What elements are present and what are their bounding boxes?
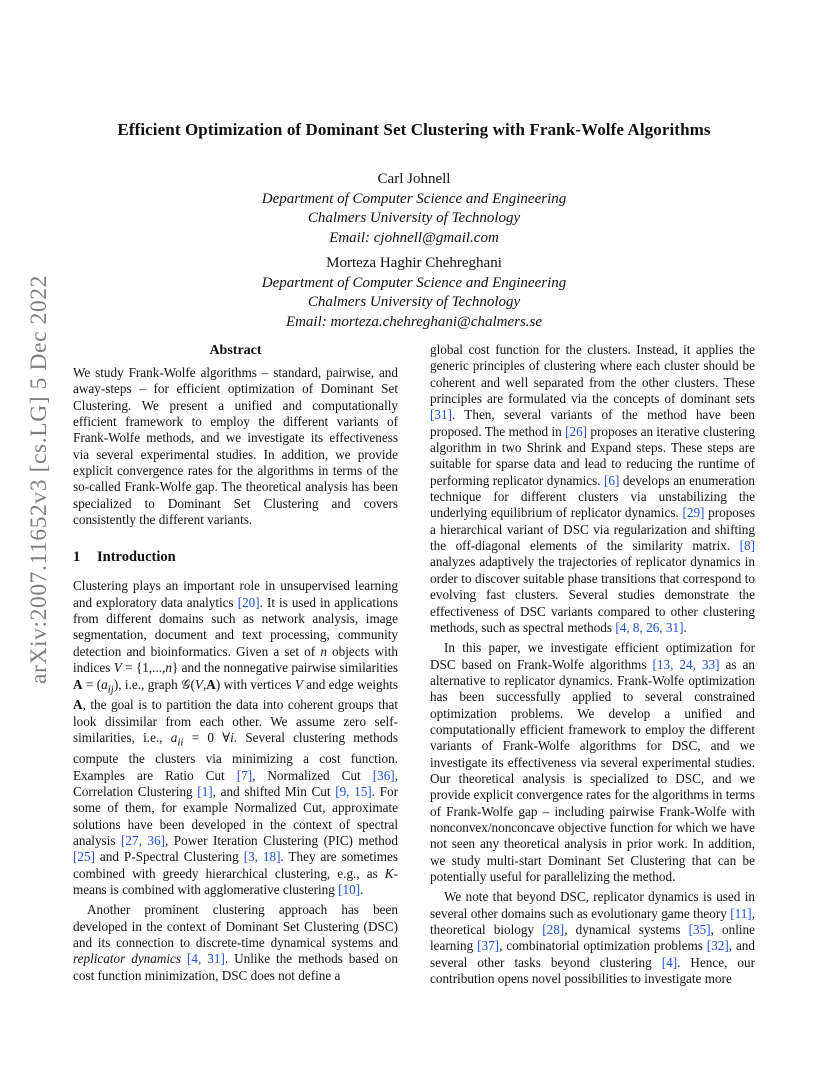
abstract-heading: Abstract: [209, 343, 262, 358]
author-1: [0, 170, 828, 248]
arxiv-identifier: arXiv:2007.11652v3 [cs.LG] 5 Dec 2022: [26, 275, 52, 684]
intro-paragraph-3: In this paper, we investigate efficient optimization for DSC based on Frank-Wolfe algorithms [13, 24, 33] as an alternative to replicator dynamics. Frank-Wolfe optimization has been successfully applied to several constrained optimization problems. We develop a unified and computationally efficient framework to employ the different variants of Frank-Wolfe algorithms for DSC, and we investigate its effectiveness via several experimental studies. Our theoretical analysis is specialized to DSC, and we provide explicit convergence rates for the algorithms in terms of Frank-Wolfe gap – including pairwise Frank-Wolfe with nonconvex/nonconcave objective function for which we have not seen any theoretical analysis in prior work. In addition, we study multi-start Dominant Set Clustering that can be potentially useful for parallelizing the method.: [430, 640, 755, 884]
author-list: [0, 170, 828, 332]
abstract-text: We study Frank-Wolfe algorithms – standard, pairwise, and away-steps – for efficient optimization of Dominant Set Clustering. We present a unified and computationally efficient framework to employ the different variants of Frank-Wolfe methods, and we investigate its effectiveness via several experimental studies. In addition, we provide explicit convergence rates for the algorithms in terms of the so-called Frank-Wolfe gap. The theoretical analysis has been specialized to Dominant Set Clustering and covers consistently the different variants.: [73, 365, 398, 528]
author-department: Department of Computer Science and Engineering: [261, 274, 567, 291]
author-university: Chalmers University of Technology: [307, 294, 521, 310]
author-department: Department of Computer Science and Engineering: [261, 190, 567, 207]
section-title: Introduction: [97, 549, 176, 566]
author-name: Morteza Haghir Chehreghani: [326, 255, 502, 271]
author-2: [0, 254, 828, 332]
author-email: Email: morteza.chehreghani@chalmers.se: [285, 313, 543, 330]
section-number: 1: [73, 549, 81, 566]
section-heading-introduction: [73, 548, 398, 566]
intro-paragraph-2: Another prominent clustering approach has been developed in the context of Dominant Set Clustering (DSC) and its connection to discrete-time dynamical systems and replicator dynamics [4, 31]. Unlike the methods based on cost function minimization, DSC does not define a: [73, 902, 398, 983]
paper-title: Efficient Optimization of Dominant Set Clustering with Frank-Wolfe Algorithms: [117, 120, 711, 139]
author-email: Email: cjohnell@gmail.com: [329, 229, 499, 246]
right-column: [430, 342, 755, 987]
intro-paragraph-4: We note that beyond DSC, replicator dynamics is used in several other domains such as evolutionary game theory [11], theoretical biology [28], dynamical systems [35], online learning [37], combinatorial optimization problems [32], and several other tasks beyond clustering [4]. Hence, our contribution opens novel possibilities to investigate more: [430, 889, 755, 987]
author-name: Carl Johnell: [377, 171, 451, 187]
left-column: [73, 342, 398, 984]
intro-paragraph-2-cont: global cost function for the clusters. Instead, it applies the generic principles of clustering where each cluster should be coherent and well separated from the other clusters. These principles are formulated via the concepts of dominant sets [31]. Then, several variants of the method have been proposed. The method in [26] proposes an iterative clustering algorithm in two Shrink and Expand steps. These steps are suitable for sparse data and lead to reducing the runtime of performing replicator dynamics. [6] develops an enumeration technique for different clusters via unstabilizing the underlying equilibrium of replicator dynamics. [29] proposes a hierarchical variant of DSC via regularization and shifting the off-diagonal elements of the similarity matrix. [8] analyzes adaptively the trajectories of replicator dynamics in order to discover suitable phase transitions that correspond to evolving fast clusters. Several studies demonstrate the effectiveness of DSC variants compared to other clustering methods, such as spectral methods [4, 8, 26, 31].: [430, 342, 756, 635]
author-university: Chalmers University of Technology: [307, 210, 521, 226]
intro-paragraph-1: Clustering plays an important role in unsupervised learning and exploratory data analytics [20]. It is used in applications from different domains such as network analysis, image segmentation, document and text processing, community detection and bioinformatics. Given a set of n objects with indices V = {1,...,n} and the nonnegative pairwise similarities $A = (a_{ij})$, i.e., graph 𝒢(V,A) with vertices V and edge weights A, the goal is to partition the data into coherent groups that look dissimilar from each other. We assume zero self-similarities, i.e., $a_{ii} = 0$ ∀i. Several clustering methods compute the clusters via minimizing a cost function. Examples are Ratio Cut [7], Normalized Cut [36], Correlation Clustering [1], and shifted Min Cut [9, 15]. For some of them, for example Normalized Cut, approximate solutions have been developed in the context of spectral analysis [27, 36], Power Iteration Clustering (PIC) method [25] and P-Spectral Clustering [3, 18]. They are sometimes combined with greedy hierarchical clustering, e.g., as K-means is combined with agglomerative clustering [10].: [73, 578, 398, 897]
